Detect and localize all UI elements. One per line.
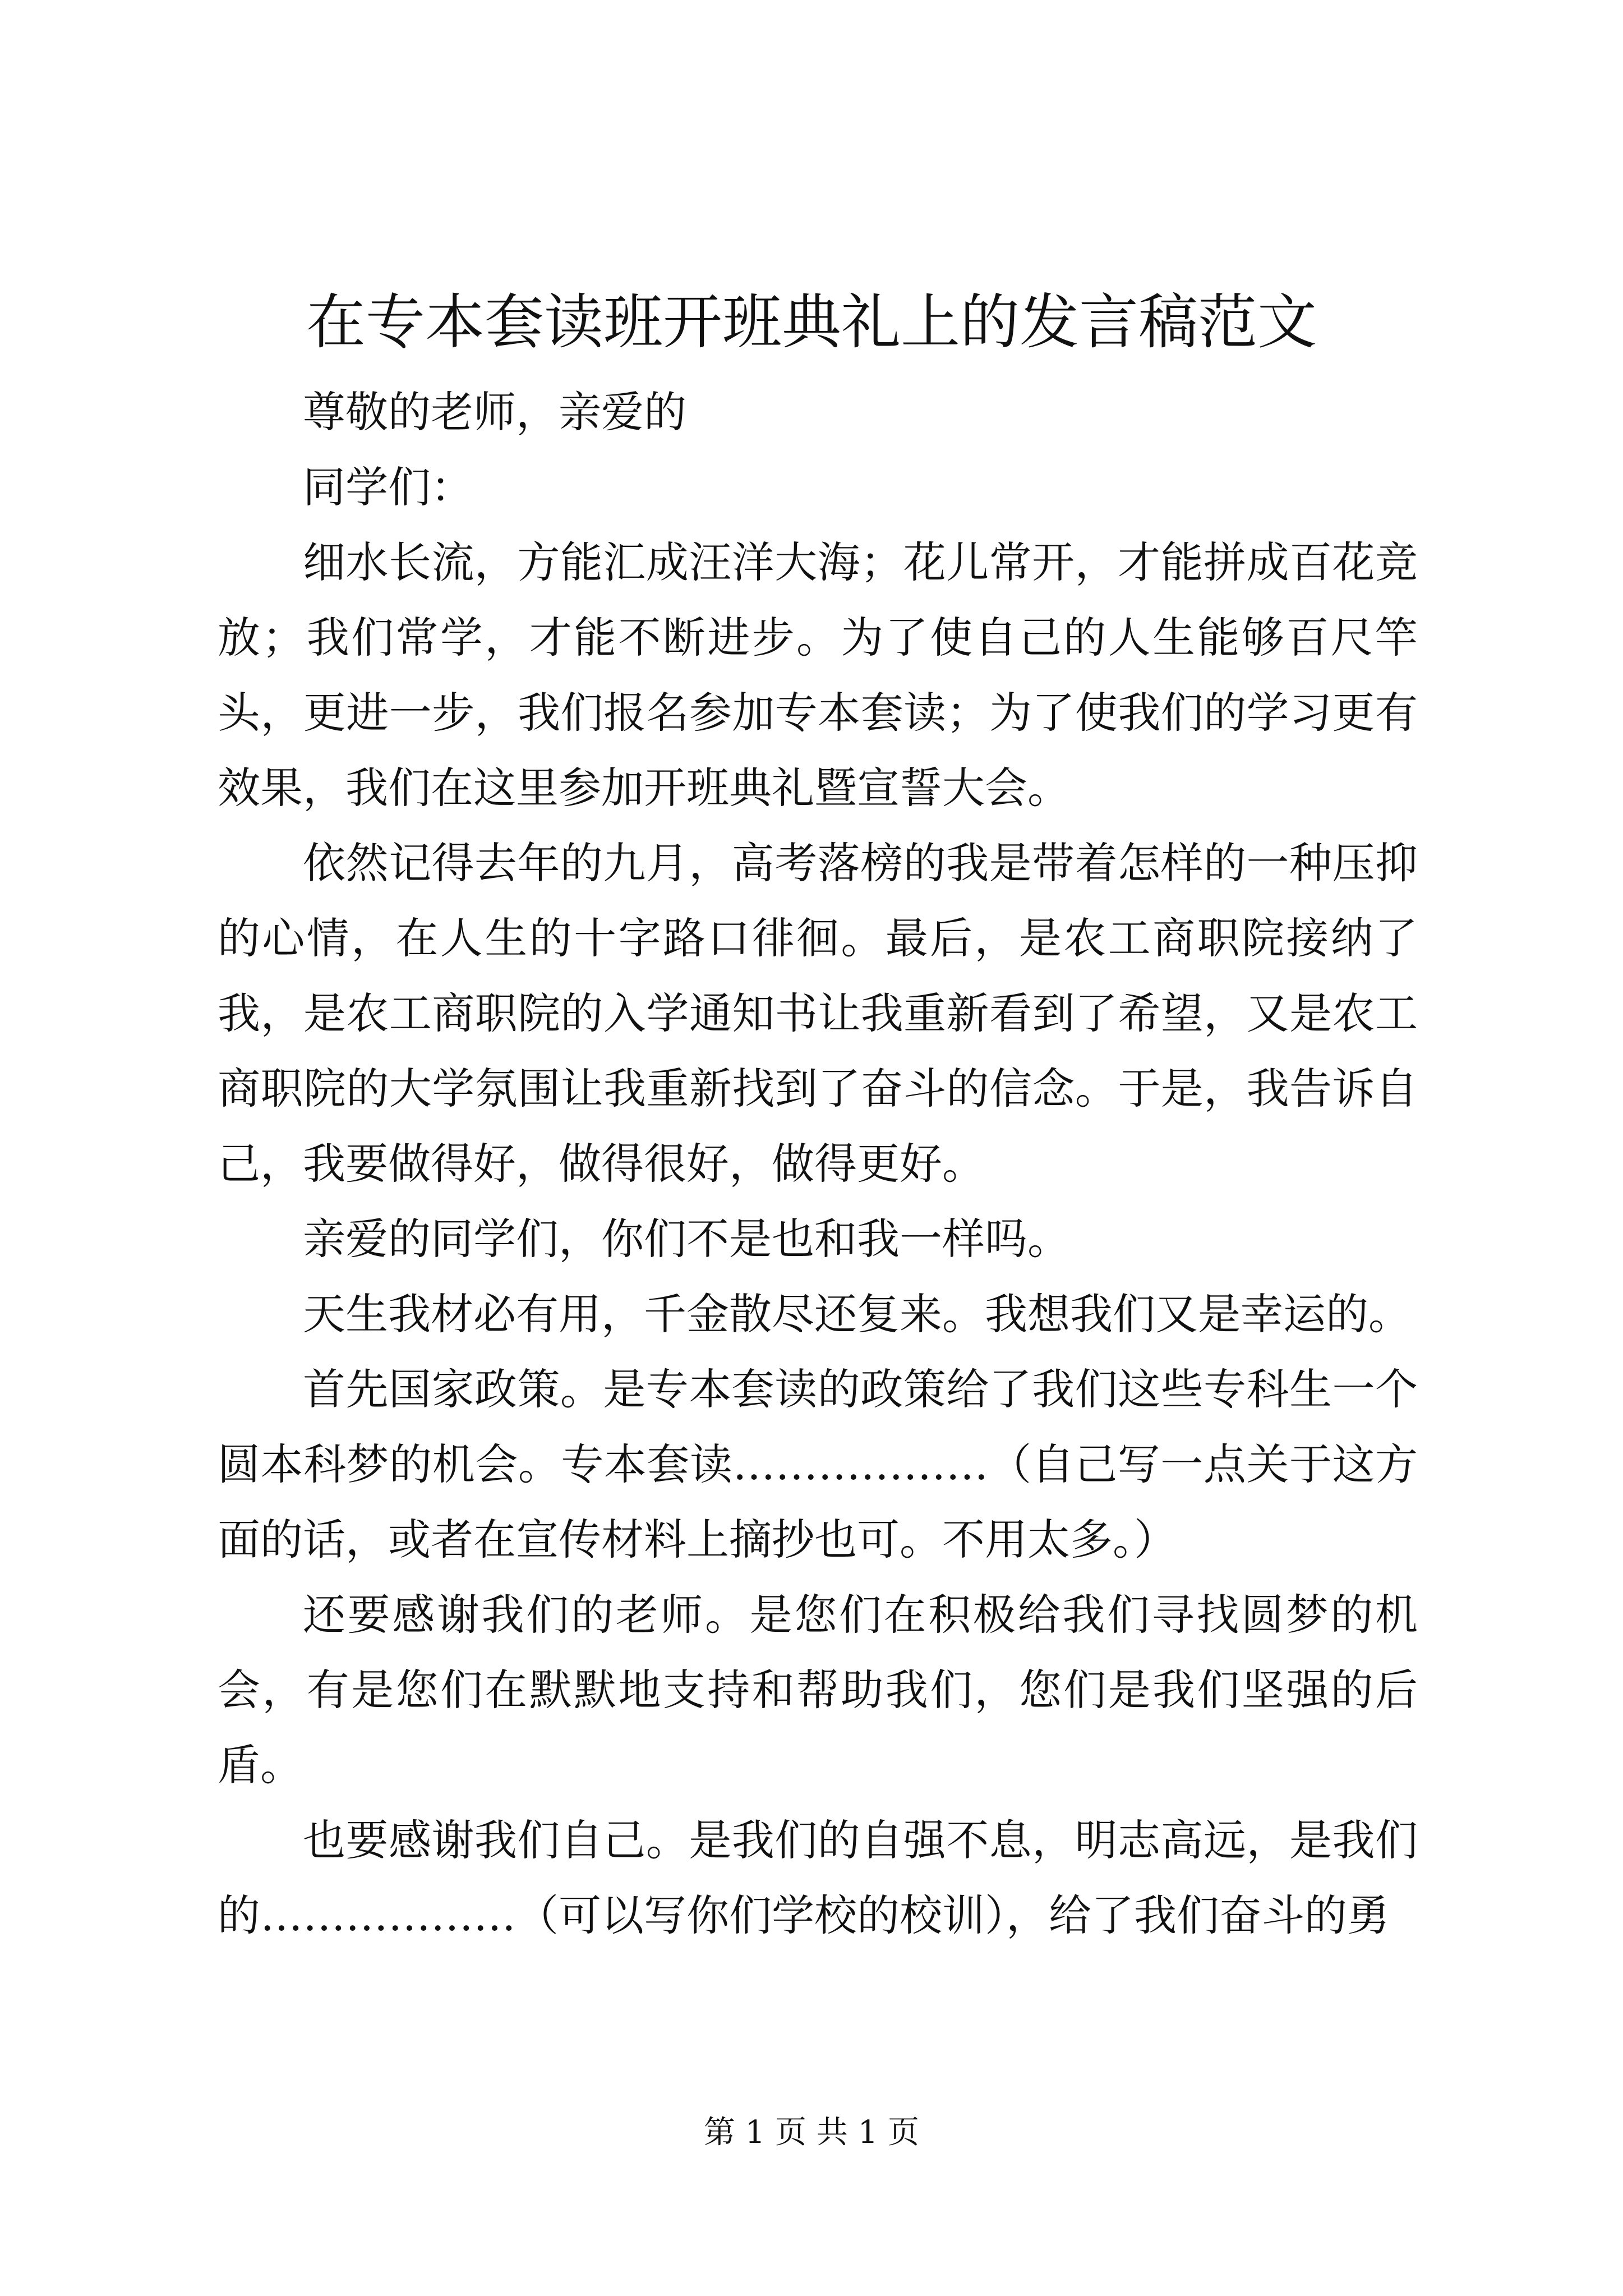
document-title: 在专本套读班开班典礼上的发言稿范文 — [306, 288, 1317, 357]
body-paragraph: 依然记得去年的九月，高考落榜的我是带着怎样的一种压抑的心情，在人生的十字路口徘徊。最后，是农工商职院接纳了我，是农工商职院的入学通知书让我重新看到了希望，又是农工商职院的大学氛围让我重新找到了奋斗的信念。于是，我告诉自己，我要做得好，做得很好，做得更好。 — [218, 838, 1418, 1189]
page-footer: 第 1 页 共 1 页 — [703, 2114, 920, 2151]
body-paragraph: 细水长流，方能汇成汪洋大海；花儿常开，才能拼成百花竞放；我们常学，才能不断进步。为了使自己的人生能够百尺竿头，更进一步，我们报名参加专本套读；为了使我们的学习更有效果，我们在这里参加开班典礼暨宣誓大会。 — [218, 537, 1418, 813]
body-paragraph: 还要感谢我们的老师。是您们在积极给我们寻找圆梦的机会，有是您们在默默地支持和帮助我们，您们是我们坚强的后盾。 — [218, 1590, 1418, 1790]
body-paragraph: 亲爱的同学们，你们不是也和我一样吗。 — [303, 1214, 1070, 1264]
body-paragraph: 天生我材必有用，千金散尽还复来。我想我们又是幸运的。 — [303, 1289, 1411, 1339]
salutation-line-2: 同学们： — [303, 462, 473, 512]
document-body — [218, 375, 1418, 1953]
body-paragraph: 首先国家政策。是专本套读的政策给了我们这些专科生一个圆本科梦的机会。专本套读………………（自己写一点关于这方面的话，或者在宣传材料上摘抄也可。不用太多。） — [218, 1364, 1418, 1565]
body-paragraph: 也要感谢我们自己。是我们的自强不息，明志高远，是我们的………………（可以写你们学校的校训），给了我们奋斗的勇 — [218, 1815, 1418, 1940]
salutation-line-1: 尊敬的老师，亲爱的 — [303, 387, 686, 437]
